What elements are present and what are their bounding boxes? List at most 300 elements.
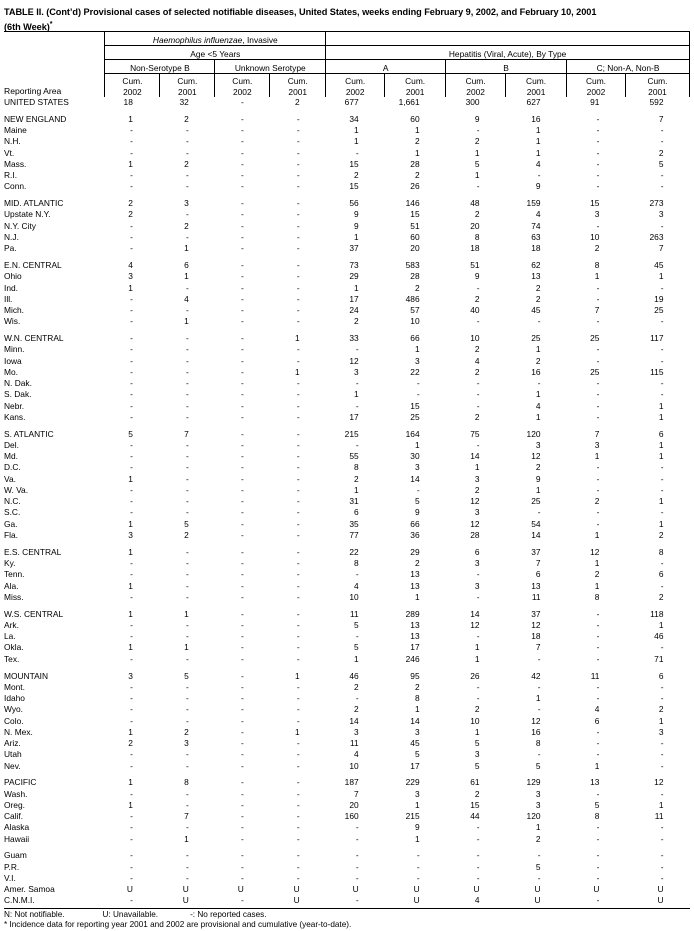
footnote-star: * Incidence data for reporting year 2001 and 2002 are provisional and cumulative (year-to-date). xyxy=(4,920,352,930)
row-cell: - xyxy=(296,271,300,282)
row-cell: - xyxy=(596,316,600,327)
row-cell: 5 xyxy=(414,496,420,507)
row-cell: 60 xyxy=(410,113,420,124)
row-cell: 6 xyxy=(184,260,189,271)
row-cell: 1 xyxy=(658,518,664,529)
row-cell: 1 xyxy=(128,642,133,653)
row-cell: - xyxy=(130,760,133,771)
row-cell: 11 xyxy=(654,811,664,822)
row-cell: 1 xyxy=(474,642,480,653)
row-cell: - xyxy=(130,378,133,389)
row-cell: 18 xyxy=(531,631,541,642)
col-hepb-2002: Cum. 2002 xyxy=(446,74,506,98)
row-cell: 1 xyxy=(658,411,664,422)
row-cell: - xyxy=(186,484,189,495)
table-row xyxy=(4,474,690,485)
row-cell: - xyxy=(296,833,300,844)
row-cell: - xyxy=(476,439,480,450)
row-cell: - xyxy=(186,411,189,422)
row-cell: 42 xyxy=(531,670,541,681)
row-cell: - xyxy=(130,569,133,580)
row-cell: 3 xyxy=(594,209,600,220)
row-cell: - xyxy=(240,861,244,872)
row-cell: - xyxy=(130,822,133,833)
row-cell: - xyxy=(296,305,300,316)
row-cell: 95 xyxy=(410,670,420,681)
row-area-label: Ky. xyxy=(4,558,16,569)
row-area-label: N.H. xyxy=(4,136,21,147)
row-cell: - xyxy=(660,344,664,355)
row-area-label: Ill. xyxy=(4,293,13,304)
row-cell: 13 xyxy=(531,271,541,282)
row-cell: 6 xyxy=(658,569,664,580)
row-cell: 2 xyxy=(414,681,420,692)
row-cell: - xyxy=(296,811,300,822)
row-cell: - xyxy=(186,749,189,760)
row-cell: - xyxy=(130,749,133,760)
row-cell: 62 xyxy=(531,260,541,271)
table-row xyxy=(4,822,690,833)
row-cell: - xyxy=(416,378,420,389)
table-row xyxy=(4,727,690,738)
row-cell: 2 xyxy=(128,738,133,748)
row-cell: 6 xyxy=(535,569,541,580)
row-cell: - xyxy=(130,181,133,192)
row-cell: - xyxy=(296,113,300,124)
row-cell: - xyxy=(355,569,359,580)
row-cell: - xyxy=(186,693,189,703)
row-cell: - xyxy=(296,136,300,147)
row-cell: 3 xyxy=(414,462,420,473)
row-cell: - xyxy=(130,693,133,703)
row-cell: 5 xyxy=(594,799,600,810)
row-cell: - xyxy=(240,243,244,254)
row-cell: - xyxy=(130,439,133,450)
row-cell: 12 xyxy=(470,619,480,630)
row-area-label: MOUNTAIN xyxy=(4,670,49,681)
table-row xyxy=(4,862,690,873)
table-row xyxy=(4,243,690,254)
row-cell: - xyxy=(596,861,600,872)
row-cell: 1 xyxy=(535,693,541,703)
table-row xyxy=(4,170,690,181)
title-line-1: TABLE II. (Cont’d) Provisional cases of selected notifiable diseases, United States, weeks ending February 9, 2002, and February 10, 2001 xyxy=(4,7,597,17)
row-cell: - xyxy=(596,726,600,737)
row-cell: 3 xyxy=(535,439,541,450)
row-cell: 5 xyxy=(474,760,480,771)
table-row xyxy=(4,378,690,389)
row-cell: - xyxy=(660,462,664,473)
row-area-label: Oreg. xyxy=(4,799,25,810)
row-area-label: Ark. xyxy=(4,619,19,630)
row-cell: 3 xyxy=(658,209,664,220)
row-cell: 16 xyxy=(531,366,541,377)
row-cell: - xyxy=(660,850,664,861)
row-area-label: Mont. xyxy=(4,681,25,692)
row-area-label: Md. xyxy=(4,451,18,462)
row-cell: - xyxy=(240,608,244,619)
row-cell: - xyxy=(296,850,300,861)
row-cell: - xyxy=(186,496,189,507)
row-cell: 2 xyxy=(474,788,480,799)
row-area-label: Ind. xyxy=(4,282,18,293)
row-cell: 1 xyxy=(414,147,420,158)
table-row xyxy=(4,451,690,462)
row-cell: - xyxy=(537,704,541,715)
row-cell: 273 xyxy=(649,198,664,209)
table-row xyxy=(4,159,690,170)
row-cell: 37 xyxy=(531,608,541,619)
row-cell: 1 xyxy=(295,333,300,344)
row-cell: - xyxy=(186,473,189,484)
row-cell: 8 xyxy=(594,591,600,602)
row-cell: 7 xyxy=(594,305,600,316)
table-row xyxy=(4,356,690,367)
row-cell: - xyxy=(596,344,600,355)
row-cell: 17 xyxy=(410,760,420,771)
row-cell: - xyxy=(240,451,244,462)
row-area-label: Maine xyxy=(4,125,27,136)
table-body xyxy=(4,97,690,907)
row-cell: - xyxy=(355,872,359,883)
table-row xyxy=(4,148,690,159)
row-cell: - xyxy=(296,355,300,366)
row-cell: - xyxy=(660,749,664,760)
row-cell: 6 xyxy=(353,507,359,518)
row-cell: 11 xyxy=(349,738,359,748)
row-cell: - xyxy=(186,170,189,181)
row-cell: 1 xyxy=(535,125,541,136)
row-cell: 159 xyxy=(526,198,541,209)
row-cell: 16 xyxy=(531,726,541,737)
row-cell: 45 xyxy=(410,738,420,748)
row-cell: 13 xyxy=(410,569,420,580)
row-cell: 627 xyxy=(526,97,541,107)
row-cell: - xyxy=(660,355,664,366)
row-cell: - xyxy=(660,484,664,495)
row-area-label: PACIFIC xyxy=(4,777,37,788)
row-area-label: Vt. xyxy=(4,147,15,158)
row-cell: - xyxy=(186,333,189,344)
row-cell: 1 xyxy=(184,833,189,844)
row-cell: - xyxy=(537,872,541,883)
row-cell: - xyxy=(186,591,189,602)
row-cell: 1 xyxy=(353,125,359,136)
row-cell: - xyxy=(296,181,300,192)
row-cell: 5 xyxy=(184,518,189,529)
row-cell: - xyxy=(476,833,480,844)
row-cell: U xyxy=(413,895,420,906)
row-cell: - xyxy=(186,439,189,450)
row-area-label: D.C. xyxy=(4,462,21,473)
row-cell: - xyxy=(596,158,600,169)
row-cell: - xyxy=(296,653,300,664)
header-row-types xyxy=(4,60,690,74)
row-cell: 1 xyxy=(128,799,133,810)
row-cell: 7 xyxy=(184,811,189,822)
row-cell: 54 xyxy=(531,518,541,529)
row-cell: 3 xyxy=(353,726,359,737)
row-cell: 3 xyxy=(184,738,189,748)
row-cell: - xyxy=(130,895,133,906)
footnote-legend-line xyxy=(4,910,690,920)
row-cell: 8 xyxy=(353,462,359,473)
row-cell: - xyxy=(596,619,600,630)
row-cell: - xyxy=(130,243,133,254)
row-cell: 3 xyxy=(474,473,480,484)
row-cell: - xyxy=(186,305,189,316)
row-cell: - xyxy=(240,749,244,760)
table-row xyxy=(4,97,690,108)
row-cell: - xyxy=(596,170,600,181)
row-cell: - xyxy=(296,209,300,220)
row-cell: - xyxy=(355,850,359,861)
row-cell: 15 xyxy=(410,400,420,411)
row-cell: 35 xyxy=(349,518,359,529)
row-cell: - xyxy=(476,389,480,400)
row-area-label: Kans. xyxy=(4,411,26,422)
row-cell: - xyxy=(476,850,480,861)
row-cell: - xyxy=(596,220,600,231)
row-cell: 24 xyxy=(349,305,359,316)
row-cell: - xyxy=(130,147,133,158)
row-area-label: Conn. xyxy=(4,181,27,192)
row-cell: - xyxy=(296,631,300,642)
row-cell: - xyxy=(130,704,133,715)
row-cell: 1 xyxy=(594,529,600,540)
row-cell: 17 xyxy=(349,293,359,304)
row-cell: - xyxy=(186,507,189,518)
row-cell: - xyxy=(186,451,189,462)
row-cell: 4 xyxy=(535,209,541,220)
row-cell: 2 xyxy=(658,529,664,540)
row-cell: 6 xyxy=(658,670,664,681)
col-hepc-2002: Cum. 2002 xyxy=(567,74,626,98)
row-cell: 1 xyxy=(353,231,359,242)
row-cell: - xyxy=(296,316,300,327)
group-age-under-5: Age <5 Years xyxy=(105,46,326,60)
row-cell: 33 xyxy=(349,333,359,344)
row-cell: 6 xyxy=(594,715,600,726)
row-area-label: Wash. xyxy=(4,788,28,799)
row-cell: 2 xyxy=(128,209,133,220)
row-cell: 26 xyxy=(410,181,420,192)
row-cell: 1 xyxy=(594,760,600,771)
row-cell: 45 xyxy=(531,305,541,316)
row-cell: 1 xyxy=(128,158,133,169)
row-cell: 1 xyxy=(535,147,541,158)
row-cell: - xyxy=(130,872,133,883)
row-area-label: Amer. Samoa xyxy=(4,884,55,895)
row-cell: 1 xyxy=(658,400,664,411)
table-row xyxy=(4,592,690,603)
row-cell: - xyxy=(240,260,244,271)
row-cell: - xyxy=(355,631,359,642)
row-cell: - xyxy=(296,260,300,271)
row-cell: - xyxy=(130,125,133,136)
row-cell: 28 xyxy=(410,271,420,282)
row-area-label: N.J. xyxy=(4,231,19,242)
row-cell: 17 xyxy=(410,642,420,653)
row-cell: 3 xyxy=(414,726,420,737)
row-cell: - xyxy=(416,872,420,883)
row-cell: 4 xyxy=(128,260,133,271)
row-area-label: Ariz. xyxy=(4,738,21,748)
row-cell: 30 xyxy=(410,451,420,462)
row-cell: - xyxy=(296,411,300,422)
header-row-subgroup xyxy=(4,46,690,60)
row-cell: - xyxy=(186,282,189,293)
row-area-label: UNITED STATES xyxy=(4,97,69,107)
title-footnote-marker: * xyxy=(49,20,53,28)
row-cell: 3 xyxy=(184,198,189,209)
row-cell: - xyxy=(240,400,244,411)
row-cell: - xyxy=(596,411,600,422)
row-area-label: Del. xyxy=(4,439,19,450)
row-area-label: Va. xyxy=(4,473,16,484)
row-cell: - xyxy=(296,760,300,771)
row-cell: 3 xyxy=(128,271,133,282)
row-cell: 5 xyxy=(128,428,133,439)
row-cell: U xyxy=(534,895,541,906)
row-cell: 40 xyxy=(470,305,480,316)
row-area-label: N. Dak. xyxy=(4,378,32,389)
table-row xyxy=(4,620,690,631)
row-cell: - xyxy=(240,872,244,883)
row-cell: 1 xyxy=(658,451,664,462)
row-cell: - xyxy=(660,220,664,231)
row-cell: - xyxy=(296,473,300,484)
table-row xyxy=(4,682,690,693)
row-cell: 1 xyxy=(128,282,133,293)
row-cell: - xyxy=(537,850,541,861)
row-cell: - xyxy=(240,715,244,726)
row-cell: 14 xyxy=(470,451,480,462)
row-cell: - xyxy=(240,355,244,366)
row-cell: - xyxy=(186,788,189,799)
row-cell: 2 xyxy=(535,355,541,366)
row-cell: - xyxy=(240,473,244,484)
row-cell: - xyxy=(355,378,359,389)
row-cell: - xyxy=(596,125,600,136)
row-cell: 583 xyxy=(405,260,420,271)
row-cell: 3 xyxy=(658,726,664,737)
row-cell: 12 xyxy=(349,355,359,366)
row-area-label: Ala. xyxy=(4,580,19,591)
row-cell: 2 xyxy=(658,704,664,715)
row-cell: 25 xyxy=(590,366,600,377)
row-cell: - xyxy=(296,198,300,209)
row-cell: U xyxy=(657,895,664,906)
row-cell: 3 xyxy=(353,366,359,377)
row-cell: - xyxy=(240,726,244,737)
row-cell: 3 xyxy=(474,580,480,591)
row-cell: 1 xyxy=(658,496,664,507)
row-cell: - xyxy=(240,136,244,147)
row-cell: - xyxy=(660,316,664,327)
table-row xyxy=(4,671,690,682)
row-cell: 46 xyxy=(349,670,359,681)
row-cell: - xyxy=(296,220,300,231)
row-cell: - xyxy=(186,704,189,715)
row-cell: - xyxy=(130,558,133,569)
row-cell: - xyxy=(355,400,359,411)
table-row xyxy=(4,895,690,906)
row-cell: - xyxy=(296,580,300,591)
col-hepa-2001: Cum. 2001 xyxy=(385,74,446,98)
row-cell: - xyxy=(355,147,359,158)
row-cell: 2 xyxy=(353,681,359,692)
row-cell: 1 xyxy=(128,113,133,124)
row-cell: - xyxy=(130,411,133,422)
row-area-label: R.I. xyxy=(4,170,18,181)
row-cell: - xyxy=(130,462,133,473)
row-cell: 2 xyxy=(535,293,541,304)
row-cell: 20 xyxy=(470,220,480,231)
row-cell: - xyxy=(130,451,133,462)
row-cell: - xyxy=(130,220,133,231)
row-cell: - xyxy=(296,681,300,692)
row-cell: 2 xyxy=(474,366,480,377)
row-cell: - xyxy=(186,558,189,569)
row-cell: 115 xyxy=(650,366,664,377)
row-cell: U xyxy=(293,884,300,895)
row-cell: - xyxy=(296,293,300,304)
row-cell: 1 xyxy=(353,282,359,293)
row-area-label: NEW ENGLAND xyxy=(4,113,67,124)
row-cell: - xyxy=(186,569,189,580)
row-cell: - xyxy=(660,693,664,703)
row-cell: - xyxy=(240,558,244,569)
row-cell: 10 xyxy=(410,316,420,327)
row-cell: 2 xyxy=(658,147,664,158)
row-cell: - xyxy=(296,704,300,715)
row-cell: - xyxy=(660,822,664,833)
row-cell: 3 xyxy=(414,788,420,799)
row-cell: - xyxy=(186,400,189,411)
row-cell: 1 xyxy=(474,147,480,158)
row-cell: 9 xyxy=(535,181,541,192)
row-area-label: Tex. xyxy=(4,653,20,664)
row-cell: 2 xyxy=(474,704,480,715)
row-cell: - xyxy=(130,170,133,181)
row-cell: - xyxy=(296,400,300,411)
row-cell: - xyxy=(296,378,300,389)
table-row xyxy=(4,834,690,845)
table-header xyxy=(4,32,690,98)
row-cell: - xyxy=(130,811,133,822)
table-row xyxy=(4,316,690,327)
row-cell: 486 xyxy=(405,293,420,304)
table-row xyxy=(4,344,690,355)
row-cell: - xyxy=(130,316,133,327)
col-group-hep-b: B xyxy=(446,60,567,74)
row-cell: - xyxy=(660,861,664,872)
table-row xyxy=(4,547,690,558)
header-row-cum xyxy=(4,74,690,98)
row-cell: 5 xyxy=(353,642,359,653)
row-cell: 12 xyxy=(470,518,480,529)
legend-dash: -: No reported cases. xyxy=(190,910,267,919)
row-cell: U xyxy=(352,884,359,895)
row-cell: - xyxy=(296,158,300,169)
table-row xyxy=(4,873,690,884)
row-cell: - xyxy=(296,608,300,619)
row-cell: 289 xyxy=(405,608,420,619)
row-area-label: Upstate N.Y. xyxy=(4,209,51,220)
row-cell: - xyxy=(476,822,480,833)
row-cell: 12 xyxy=(654,777,664,788)
